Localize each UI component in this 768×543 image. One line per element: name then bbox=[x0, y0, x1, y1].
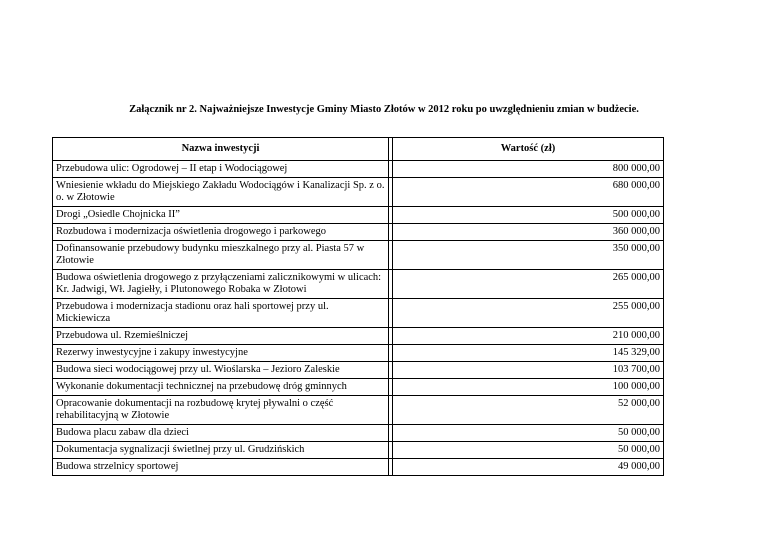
investment-name: Drogi „Osiedle Chojnicka II” bbox=[53, 207, 389, 224]
investment-name: Budowa oświetlenia drogowego z przyłączeniami zalicznikowymi w ulicach: Kr. Jadwigi, Wł. Jagiełły, i Plutonowego Robaka w Złotowi bbox=[53, 270, 389, 299]
investment-name: Dofinansowanie przebudowy budynku mieszkalnego przy al. Piasta 57 w Złotowie bbox=[53, 241, 389, 270]
table-row bbox=[53, 241, 664, 270]
investment-value: 210 000,00 bbox=[393, 328, 664, 345]
investment-name: Rozbudowa i modernizacja oświetlenia drogowego i parkowego bbox=[53, 224, 389, 241]
investment-name: Budowa sieci wodociągowej przy ul. Wioślarska – Jezioro Zaleskie bbox=[53, 362, 389, 379]
investment-name: Przebudowa i modernizacja stadionu oraz hali sportowej przy ul. Mickiewicza bbox=[53, 299, 389, 328]
table-row bbox=[53, 379, 664, 396]
investment-value: 52 000,00 bbox=[393, 396, 664, 425]
table-row bbox=[53, 270, 664, 299]
investment-name: Przebudowa ulic: Ogrodowej – II etap i Wodociągowej bbox=[53, 161, 389, 178]
table-row bbox=[53, 178, 664, 207]
investment-value: 350 000,00 bbox=[393, 241, 664, 270]
investment-name: Rezerwy inwestycyjne i zakupy inwestycyjne bbox=[53, 345, 389, 362]
investment-value: 800 000,00 bbox=[393, 161, 664, 178]
investment-value: 265 000,00 bbox=[393, 270, 664, 299]
investment-value: 49 000,00 bbox=[393, 459, 664, 476]
document-title: Załącznik nr 2. Najważniejsze Inwestycje Gminy Miasto Złotów w 2012 roku po uwzględnieniu zmian w budżecie. bbox=[129, 104, 639, 115]
investment-name: Wykonanie dokumentacji technicznej na przebudowę dróg gminnych bbox=[53, 379, 389, 396]
investment-value: 145 329,00 bbox=[393, 345, 664, 362]
table-row bbox=[53, 425, 664, 442]
table-row bbox=[53, 459, 664, 476]
investment-name: Wniesienie wkładu do Miejskiego Zakładu Wodociągów i Kanalizacji Sp. z o. o. w Złotowie bbox=[53, 178, 389, 207]
investment-value: 100 000,00 bbox=[393, 379, 664, 396]
investment-value: 360 000,00 bbox=[393, 224, 664, 241]
investments-table bbox=[52, 137, 664, 476]
table-row bbox=[53, 345, 664, 362]
investment-name: Opracowanie dokumentacji na rozbudowę krytej pływalni o część rehabilitacyjną w Złotowie bbox=[53, 396, 389, 425]
table-row bbox=[53, 161, 664, 178]
investment-value: 50 000,00 bbox=[393, 442, 664, 459]
table-row bbox=[53, 442, 664, 459]
table-row bbox=[53, 328, 664, 345]
investment-value: 103 700,00 bbox=[393, 362, 664, 379]
investment-name: Przebudowa ul. Rzemieślniczej bbox=[53, 328, 389, 345]
table-row bbox=[53, 396, 664, 425]
investment-value: 680 000,00 bbox=[393, 178, 664, 207]
table-header-row bbox=[53, 138, 664, 161]
investment-name: Budowa placu zabaw dla dzieci bbox=[53, 425, 389, 442]
investment-value: 255 000,00 bbox=[393, 299, 664, 328]
header-name: Nazwa inwestycji bbox=[53, 138, 389, 161]
investment-value: 50 000,00 bbox=[393, 425, 664, 442]
investment-value: 500 000,00 bbox=[393, 207, 664, 224]
table-row bbox=[53, 362, 664, 379]
header-value: Wartość (zł) bbox=[393, 138, 664, 161]
table-row bbox=[53, 299, 664, 328]
table-row bbox=[53, 207, 664, 224]
table-row bbox=[53, 224, 664, 241]
investment-name: Dokumentacja sygnalizacji świetlnej przy ul. Grudzińskich bbox=[53, 442, 389, 459]
investment-name: Budowa strzelnicy sportowej bbox=[53, 459, 389, 476]
